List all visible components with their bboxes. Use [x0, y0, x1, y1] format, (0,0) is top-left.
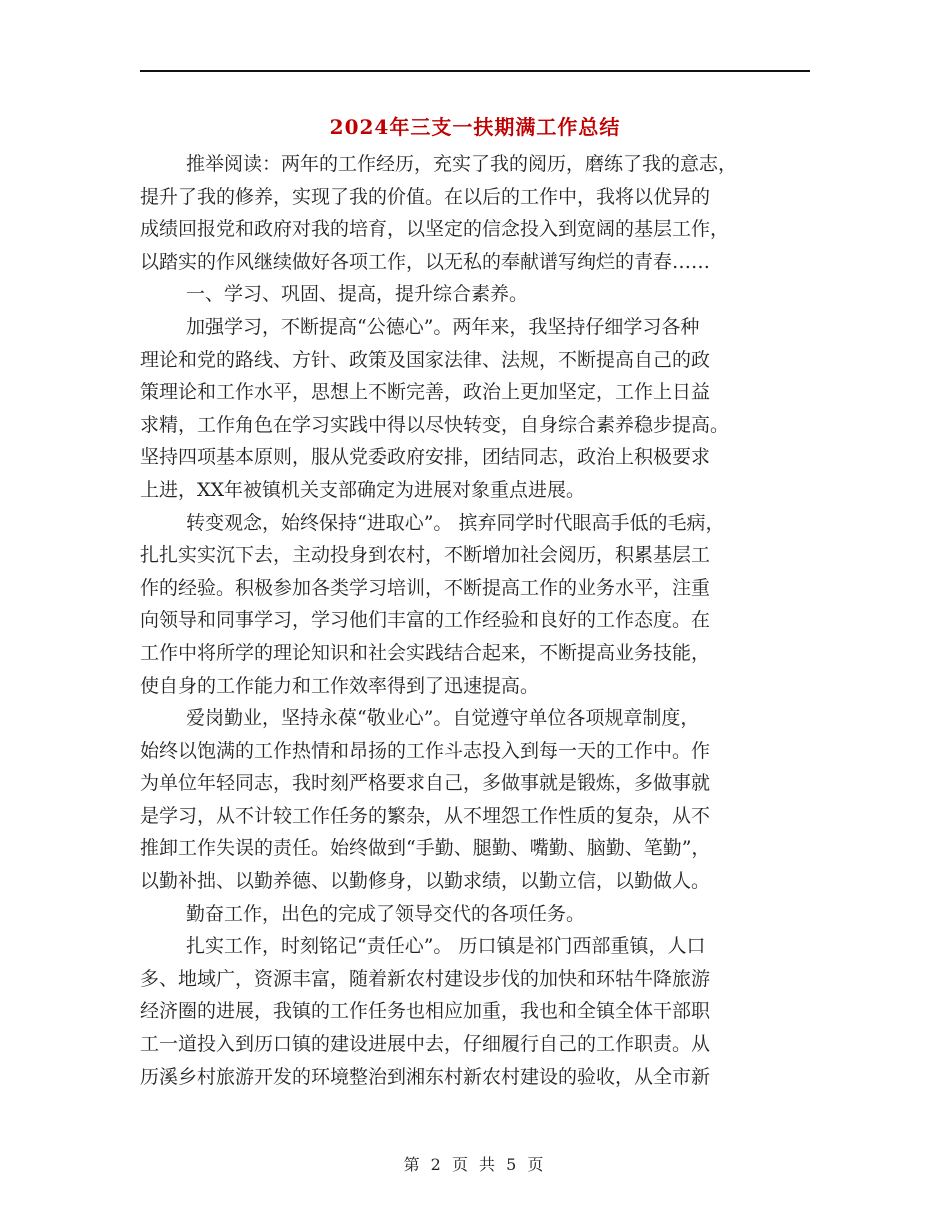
text-line: 工作中将所学的理论知识和社会实践结合起来，不断提高业务技能， — [140, 641, 711, 664]
text-line: 勤奋工作，出色的完成了领导交代的各项任务。 — [186, 902, 586, 925]
text-line: 是学习，从不计较工作任务的繁杂，从不埋怨工作性质的复杂，从不 — [140, 804, 711, 827]
document-title: 2024年三支一扶期满工作总结 — [329, 115, 621, 139]
text-line: 求精，工作角色在学习实践中得以尽快转变，自身综合素养稳步提高。 — [140, 413, 730, 436]
text-line: 一、学习、巩固、提高，提升综合素养。 — [186, 283, 529, 306]
text-line: 为单位年轻同志，我时刻严格要求自己，多做事就是锻炼，多做事就 — [140, 772, 711, 795]
text-line: 坚持四项基本原则，服从党委政府安排，团结同志，政治上积极要求 — [140, 446, 711, 469]
text-line: 转变观念，始终保持“进取心”。 摈弃同学时代眼高手低的毛病， — [186, 511, 725, 534]
header-rule — [140, 70, 810, 72]
text-line: 向领导和同事学习，学习他们丰富的工作经验和良好的工作态度。在 — [140, 609, 711, 632]
text-line: 策理论和工作水平，思想上不断完善，政治上更加坚定，工作上日益 — [140, 381, 711, 404]
text-line: 以勤补拙、以勤养德、以勤修身，以勤求绩，以勤立信，以勤做人。 — [140, 870, 711, 893]
page-footer: 第 2 页 共 5 页 — [403, 1155, 547, 1174]
text-line: 始终以饱满的工作热情和昂扬的工作斗志投入到每一天的工作中。作 — [140, 739, 711, 762]
text-line: 推卸工作失误的责任。始终做到“手勤、腿勤、嘴勤、脑勤、笔勤”， — [140, 837, 711, 860]
text-line: 理论和党的路线、方针、政策及国家法律、法规，不断提高自己的政 — [140, 348, 711, 371]
text-line: 历溪乡村旅游开发的环境整治到湘东村新农村建设的验收，从全市新 — [140, 1065, 711, 1088]
text-line: 使自身的工作能力和工作效率得到了迅速提高。 — [140, 674, 540, 697]
text-line: 工一道投入到历口镇的建设进展中去，仔细履行自己的工作职责。从 — [140, 1033, 711, 1056]
text-line: 推举阅读：两年的工作经历，充实了我的阅历，磨练了我的意志， — [186, 153, 738, 175]
text-line: 加强学习，不断提高“公德心”。两年来，我坚持仔细学习各种 — [186, 315, 700, 338]
text-line: 爱岗勤业，坚持永葆“敬业心”。自觉遵守单位各项规章制度， — [186, 707, 700, 730]
text-line: 扎扎实实沉下去，主动投身到农村，不断增加社会阅历，积累基层工 — [140, 544, 711, 567]
text-line: 多、地域广，资源丰富，随着新农村建设步伐的加快和环牯牛降旅游 — [140, 967, 711, 990]
text-line: 以踏实的作风继续做好各项工作，以无私的奉献谱写绚烂的青春…… — [140, 250, 711, 273]
text-line: 成绩回报党和政府对我的培育，以坚定的信念投入到宽阔的基层工作， — [140, 218, 730, 241]
text-line: 经济圈的进展，我镇的工作任务也相应加重，我也和全镇全体干部职 — [140, 1000, 711, 1023]
text-line: 扎实工作，时刻铭记“责任心”。 历口镇是祁门西部重镇，人口 — [186, 935, 706, 958]
text-line: 作的经验。积极参加各类学习培训，不断提高工作的业务水平，注重 — [140, 576, 711, 599]
document-body — [140, 148, 810, 1093]
text-line: 提升了我的修养，实现了我的价值。在以后的工作中，我将以优异的 — [140, 185, 711, 208]
text-line: 上进，XX年被镇机关支部确定为进展对象重点进展。 — [140, 478, 586, 501]
